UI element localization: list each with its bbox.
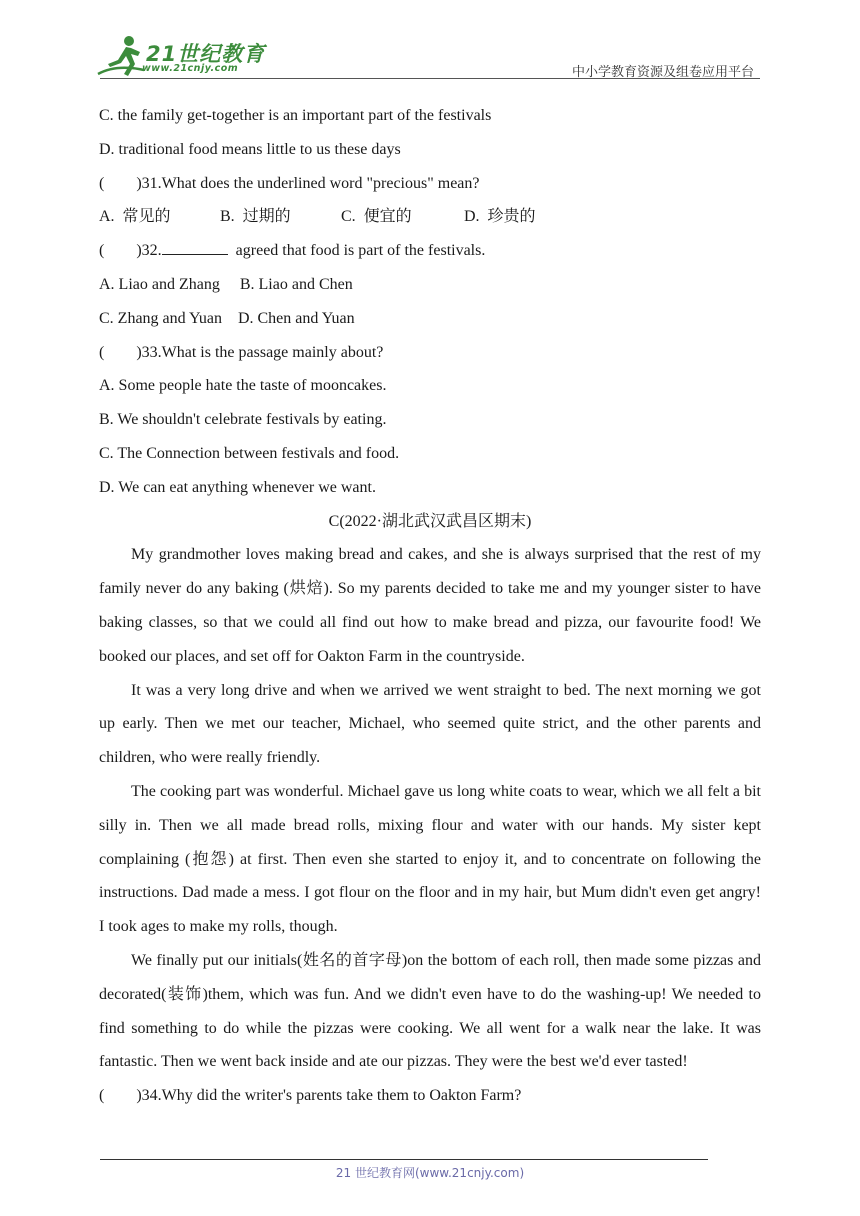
q30-option-d: D. traditional food means little to us these days (99, 140, 401, 158)
q32-suffix: agreed that food is part of the festivals. (227, 242, 486, 260)
passage-paragraph-4: We finally put our initials(姓名的首字母)on the bottom of each roll, then made some pizzas and decorated(装饰)them, which was fun. And we didn't even have to do the washing-up! We needed to find something to do while the pizzas were cooking. We all went for a walk near the lake. It was fantastic. Then we went back inside and ate our pizzas. They were the best we'd ever tasted! (99, 951, 761, 1071)
q31-stem: ( )31.What does the underlined word "precious" mean? (99, 174, 480, 192)
q32-options-cd: C. Zhang and Yuan D. Chen and Yuan (99, 309, 355, 327)
q33-option-d: D. We can eat anything whenever we want. (99, 478, 376, 496)
q33-stem: ( )33.What is the passage mainly about? (99, 343, 384, 361)
page-header (0, 0, 860, 90)
header-platform-text: 中小学教育资源及组卷应用平台 (571, 65, 754, 80)
q33-option-a: A. Some people hate the taste of mooncakes. (99, 377, 387, 395)
section-title: C(2022·湖北武汉武昌区期末) (328, 512, 532, 530)
logo-url: www.21cnjy.com (142, 63, 239, 74)
document-body (99, 99, 761, 1113)
page-footer: 21 世纪教育网(www.21cnjy.com) (335, 1166, 525, 1180)
passage-paragraph-1: My grandmother loves making bread and cakes, and she is always surprised that the rest of my family never do any baking (烘焙). So my parents decided to take me and my younger sister to have baking classes, so that we could all find out how to make bread and pizza, our favourite food! We booked our places, and set off for Oakton Farm in the countryside. (99, 546, 761, 665)
q32-options-ab: A. Liao and Zhang B. Liao and Chen (99, 275, 353, 293)
q32-prefix: ( )32. (99, 242, 162, 260)
q33-option-b: B. We shouldn't celebrate festivals by eating. (99, 411, 387, 429)
header-divider (100, 78, 760, 79)
q31-option-d: D. 珍贵的 (464, 208, 536, 226)
q31-options (99, 200, 761, 234)
answer-blank (162, 240, 228, 255)
q31-option-a: A. 常见的 (99, 208, 171, 226)
footer-divider (100, 1159, 708, 1160)
q34-stem: ( )34.Why did the writer's parents take them to Oakton Farm? (99, 1087, 522, 1105)
q33-option-c: C. The Connection between festivals and food. (99, 444, 400, 462)
site-logo (96, 34, 266, 78)
logo-text: 21世纪教育 (146, 42, 266, 66)
passage-paragraph-2: It was a very long drive and when we arrived we went straight to bed. The next morning we got up early. Then we met our teacher, Michael, who seemed quite strict, and the other parents and children, who were really friendly. (99, 681, 761, 767)
q32-stem (99, 234, 761, 268)
q30-option-c: C. the family get-together is an important part of the festivals (99, 107, 492, 124)
passage-paragraph-3: The cooking part was wonderful. Michael gave us long white coats to wear, which we all felt a bit silly in. Then we all made bread rolls, mixing flour and water with our hands. My sister kept complaining (抱怨) at first. Then even she started to enjoy it, and to concentrate on following the instructions. Dad made a mess. I got flour on the floor and in my hair, but Mum didn't even get angry! I took ages to make my rolls, though. (99, 782, 761, 936)
q31-option-c: C. 便宜的 (341, 208, 412, 226)
q31-option-b: B. 过期的 (220, 208, 291, 226)
